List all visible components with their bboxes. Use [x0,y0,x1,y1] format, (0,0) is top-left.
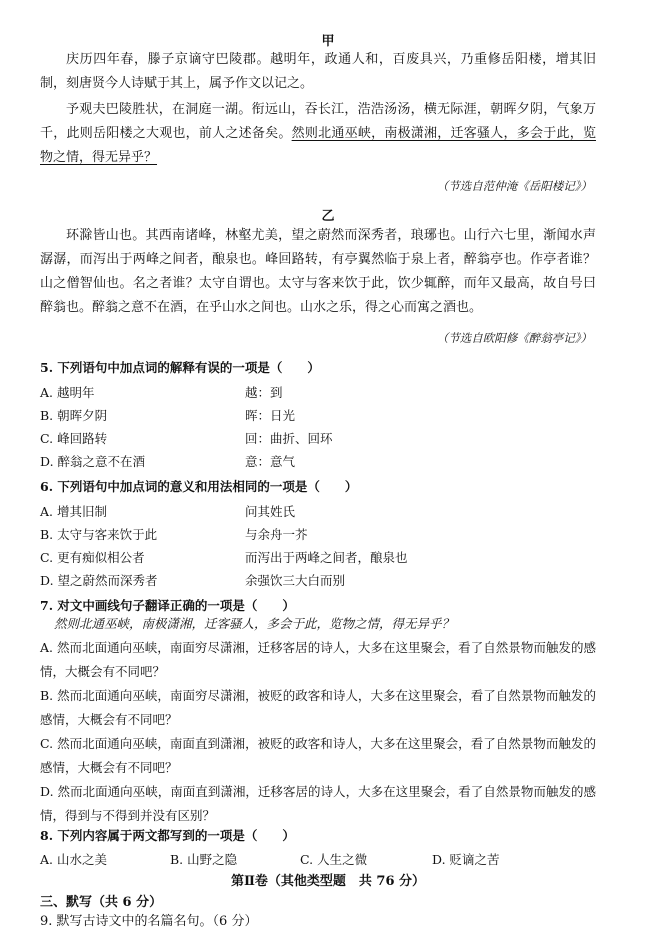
q6-option-d-label: D. 望之蔚然而深秀者 [40,573,158,588]
q5-option-b-label: B. 朝晖夕阴 [40,408,108,423]
q7-option-b: B. 然而北面通向巫峡，南面穷尽潇湘，被贬的政客和诗人，大多在这里聚会，看了自然景物而触发的感情，大概会有不同吧？ [40,688,596,727]
q6-option-c [40,548,408,566]
question-7-stem: 7. 对文中画线句子翻译正确的一项是（ ） [40,598,295,613]
part-2-title: 第Ⅱ卷（其他类型题 共 76 分） [230,874,426,889]
q5-option-c-expl: 回：曲折、回环 [245,431,333,446]
q6-option-d [40,571,346,589]
q8-option-c: C. 人生之微 [300,852,368,867]
question-5-stem: 5. 下列语句中加点词的解释有误的一项是（ ） [40,360,320,375]
q6-option-c-label: C. 更有痴似相公者 [40,550,145,565]
q7-option-d: D. 然而北面通向巫峡，南面直到潇湘，迁移客居的诗人，大多在这里聚会，看了自然景物而触发的感情，得到与不得到并没有区别？ [40,784,596,823]
q7-option-a: A. 然而北面通向巫峡，南面穷尽潇湘，迁移客居的诗人，大多在这里聚会，看了自然景物而触发的感情，大概会有不同吧？ [40,640,596,679]
q7-quote: 然则北通巫峡，南极潇湘，迁客骚人，多会于此，览物之情，得无异乎？ [54,616,455,631]
passage-a-paragraph-1: 庆历四年春，滕子京谪守巴陵郡。越明年，政通人和，百废具兴，乃重修岳阳楼，增其旧制，刻唐贤今人诗赋于其上，属予作文以记之。 [40,52,596,91]
q6-option-b-expl: 与余舟一芥 [245,527,308,542]
q5-option-a-label: A. 越明年 [40,385,95,400]
passage-a-title: 甲 [321,34,335,49]
q5-option-d [40,452,296,470]
q8-option-d: D. 贬谪之苦 [432,852,500,867]
question-9-stem: 9. 默写古诗文中的名篇名句。（6 分） [40,914,258,929]
question-8-stem: 8. 下列内容属于两文都写到的一项是（ ） [40,828,295,843]
passage-b-source: （节选自欧阳修《醉翁亭记》） [436,331,592,345]
q5-option-b-expl: 晖：日光 [245,408,296,423]
passage-a-paragraph-2 [40,98,596,170]
q7-option-c: C. 然而北面通向巫峡，南面直到潇湘，被贬的政客和诗人，大多在这里聚会，看了自然景物而触发的感情，大概会有不同吧？ [40,736,596,775]
passage-b-paragraph: 环滁皆山也。其西南诸峰，林壑尤美，望之蔚然而深秀者，琅琊也。山行六七里，渐闻水声潺潺，而泻出于两峰之间者，酿泉也。峰回路转，有亭翼然临于泉上者，醉翁亭也。作亭者谁？山之僧智仙也。名之者谁？太守自谓也。太守与客来饮于此，饮少辄醉，而年又最高，故自号曰醉翁也。醉翁之意不在酒，在乎山水之间也。山水之乐，得之心而寓之酒也。 [40,228,596,315]
passage-a-source: （节选自范仲淹《岳阳楼记》） [436,179,592,193]
q8-option-b: B. 山野之隐 [170,852,238,867]
q6-option-c-expl: 而泻出于两峰之间者，酿泉也 [245,550,408,565]
q5-option-a [40,383,283,401]
question-6-stem: 6. 下列语句中加点词的意义和用法相同的一项是（ ） [40,479,358,494]
q8-option-a: A. 山水之美 [40,852,107,867]
passage-a-paragraph-2-text: 予观夫巴陵胜状，在洞庭一湖。衔远山，吞长江，浩浩汤汤，横无际涯，朝晖夕阴，气象万千，此则岳阳楼之大观也，前人之述备矣。 [40,102,596,141]
q5-option-d-label: D. 醉翁之意不在酒 [40,454,146,469]
q5-option-b [40,406,296,424]
q6-option-a-label: A. 增其旧制 [40,504,107,519]
q5-option-d-expl: 意：意气 [245,454,296,469]
q6-option-a [40,502,296,520]
q5-option-c-label: C. 峰回路转 [40,431,108,446]
q6-option-b-label: B. 太守与客来饮于此 [40,527,158,542]
q5-option-c [40,429,333,447]
passage-b-title: 乙 [321,209,335,224]
underlined-sentence: 然则北通巫峡，南极潇湘，迁客骚人，多会于此，览物之情，得无异乎？ [40,126,596,165]
q5-option-a-expl: 越：到 [245,385,283,400]
q6-option-a-expl: 问其姓氏 [245,504,296,519]
q6-option-d-expl: 余强饮三大白而别 [245,573,346,588]
q6-option-b [40,525,308,543]
section-3-heading: 三、默写（共 6 分） [40,895,163,910]
